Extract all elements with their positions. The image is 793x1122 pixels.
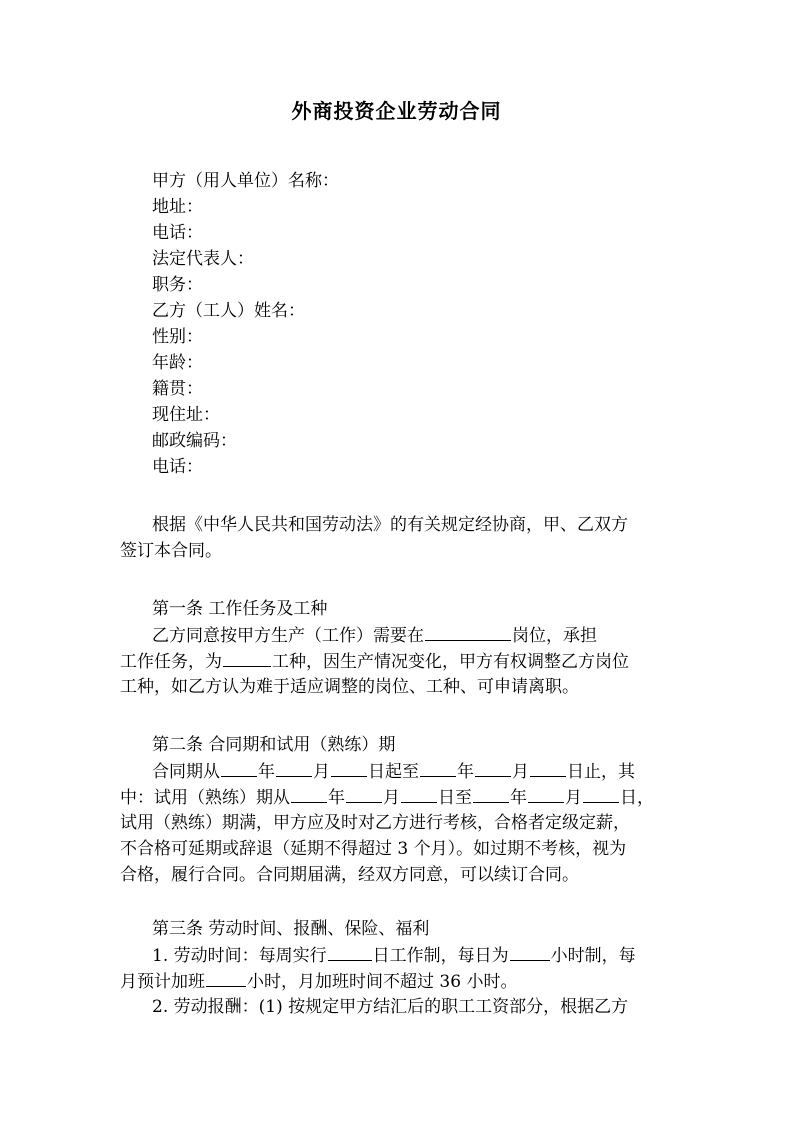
text: 小时，月加班时间不超过 36 小时。: [247, 972, 518, 992]
blank-month: [475, 758, 511, 777]
blank-month: [346, 784, 382, 803]
blank-day: [401, 784, 437, 803]
article-2-line-5: 合格，履行合同。合同期届满，经双方同意，可以续订合同。: [120, 865, 579, 885]
blank-post: [425, 622, 511, 641]
blank-overtime: [206, 968, 246, 987]
field-position: 职务：: [152, 275, 203, 295]
text: 日止，其: [567, 762, 635, 782]
text: 日至: [438, 788, 472, 808]
article-2-line-4: 不合格可延期或辞退（延期不得超过 3 个月）。如过期不考核，视为: [120, 839, 627, 859]
article-3-heading: 第三条 劳动时间、报酬、保险、福利: [152, 919, 430, 939]
blank-day: [583, 784, 619, 803]
article-2-line-3: 试用（熟练）期满，甲方应及时对乙方进行考核，合格者定级定薪，: [120, 813, 630, 833]
intro-line-1: 根据《中华人民共和国劳动法》的有关规定经协商，甲、乙双方: [152, 515, 628, 535]
text: 中：试用（熟练）期从: [120, 788, 290, 808]
article-2-heading: 第二条 合同期和试用（熟练）期: [152, 735, 396, 755]
text: 小时制，每: [550, 946, 636, 966]
text: 日，: [620, 788, 654, 808]
text: 年: [510, 788, 527, 808]
article-1-line-2: [120, 648, 629, 675]
article-2-line-2: [120, 784, 654, 811]
text: 月预计加班: [120, 972, 205, 992]
field-phone: 电话：: [152, 223, 203, 243]
text: 年: [258, 762, 275, 782]
blank-month: [528, 784, 564, 803]
field-gender: 性别：: [152, 327, 203, 347]
text: 日起至: [368, 762, 419, 782]
blank-day: [530, 758, 566, 777]
field-party-b-name: 乙方（工人）姓名：: [152, 301, 305, 321]
blank-year: [420, 758, 456, 777]
blank-days: [328, 942, 372, 961]
article-3-line-3: 2. 劳动报酬：(1) 按规定甲方结汇后的职工工资部分，根据乙方: [152, 997, 629, 1017]
blank-year: [221, 758, 257, 777]
text: 工作任务，为: [120, 652, 222, 672]
intro-line-2: 签订本合同。: [120, 541, 222, 561]
field-address: 地址：: [152, 197, 203, 217]
field-native-place: 籍贯：: [152, 379, 203, 399]
text: 日工作制，每日为: [372, 946, 509, 966]
field-phone-b: 电话：: [152, 457, 203, 477]
article-3-line-1: [152, 942, 636, 969]
blank-month: [276, 758, 312, 777]
blank-year: [473, 784, 509, 803]
text: 1. 劳动时间：每周实行: [152, 946, 327, 966]
text: 岗位，承担: [512, 626, 597, 646]
text: 工种，因生产情况变化，甲方有权调整乙方岗位: [272, 652, 629, 672]
text: 年: [457, 762, 474, 782]
text: 月: [565, 788, 582, 808]
field-party-a-name: 甲方（用人单位）名称：: [152, 171, 339, 191]
text: 年: [328, 788, 345, 808]
field-legal-rep: 法定代表人：: [152, 249, 254, 269]
text: 合同期从: [152, 762, 220, 782]
field-current-address: 现住址：: [152, 405, 220, 425]
blank-hours: [510, 942, 550, 961]
document-title: 外商投资企业劳动合同: [291, 99, 502, 123]
text: 月: [383, 788, 400, 808]
blank-worktype: [223, 648, 271, 667]
text: 乙方同意按甲方生产（工作）需要在: [152, 626, 424, 646]
article-1-line-1: [152, 622, 597, 649]
text: 月: [512, 762, 529, 782]
blank-year: [291, 784, 327, 803]
blank-day: [331, 758, 367, 777]
article-2-line-1: [152, 758, 635, 785]
field-age: 年龄：: [152, 353, 203, 373]
field-postal-code: 邮政编码：: [152, 431, 237, 451]
text: 月: [313, 762, 330, 782]
article-3-line-2: [120, 968, 517, 995]
article-1-line-3: 工种，如乙方认为难于适应调整的岗位、工种、可申请离职。: [120, 677, 579, 697]
article-1-heading: 第一条 工作任务及工种: [152, 599, 328, 619]
